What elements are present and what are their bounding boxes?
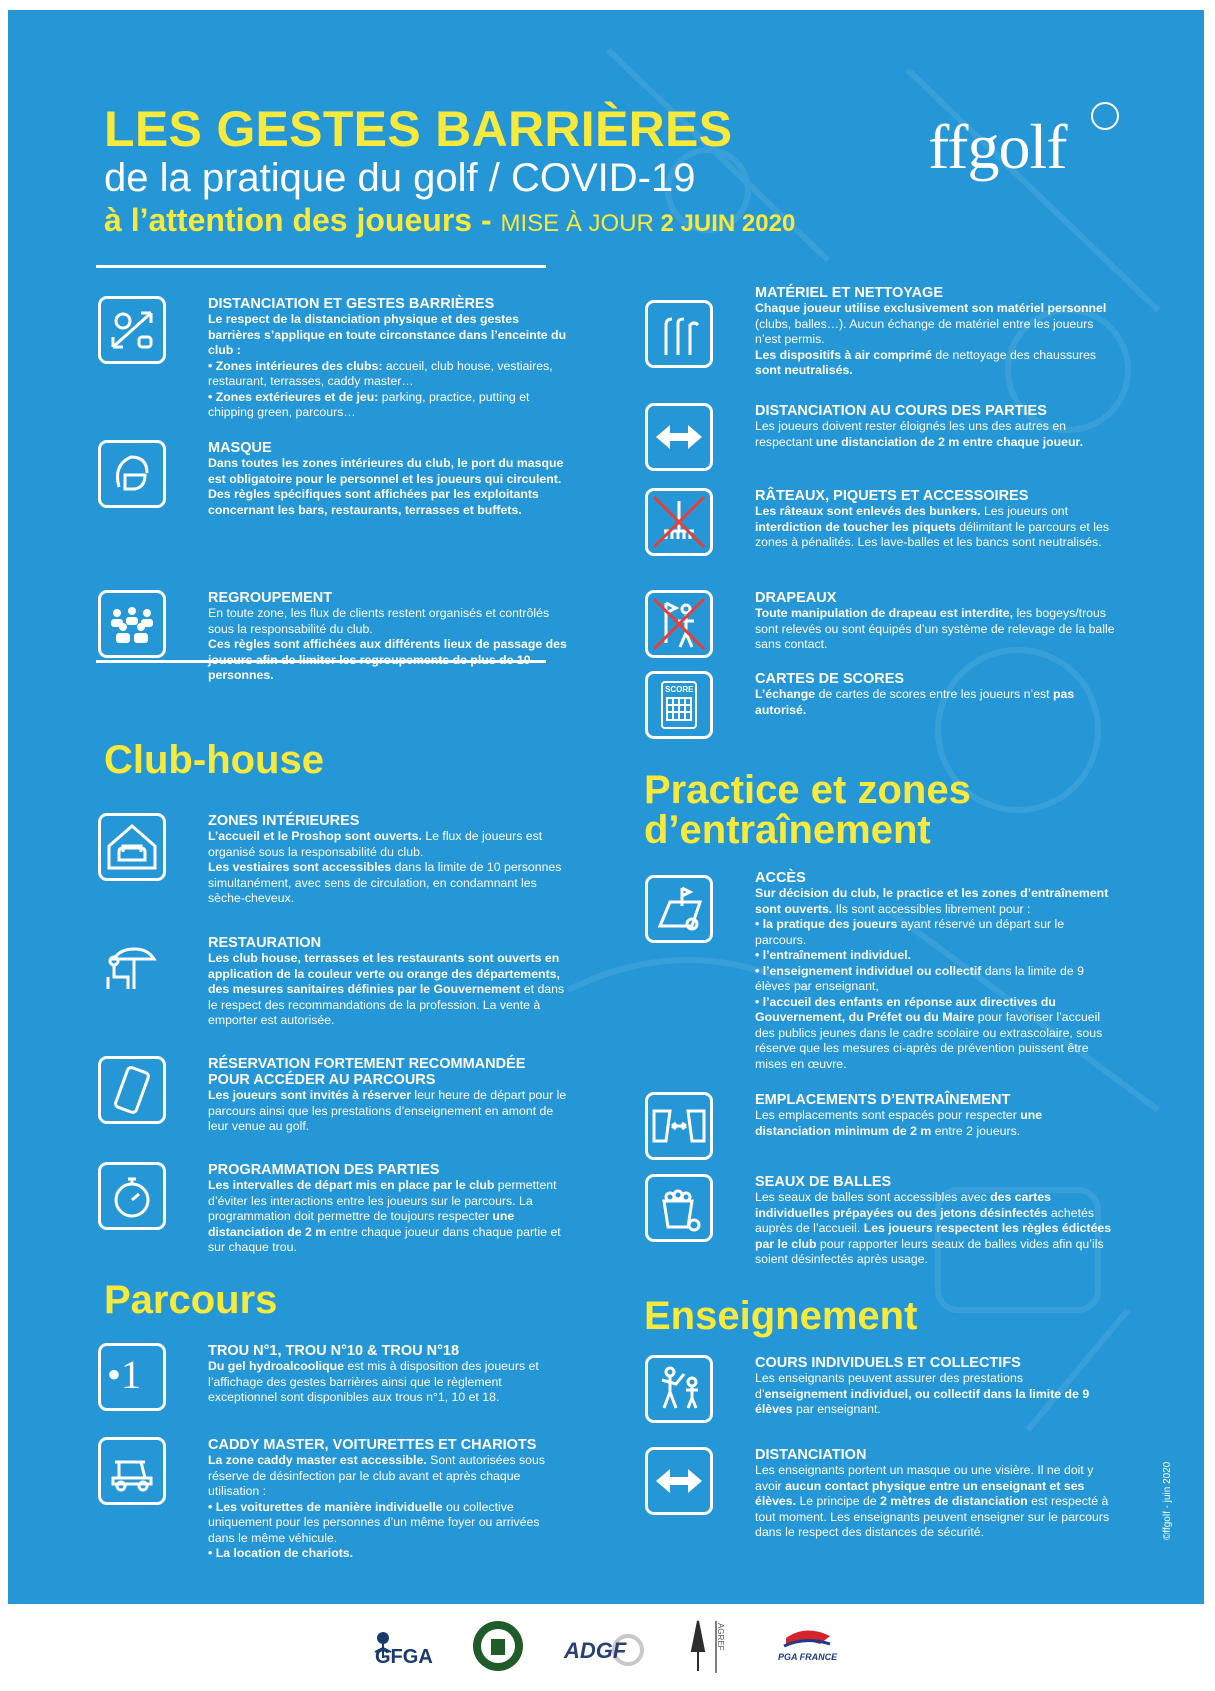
item-bold: Les joueurs sont invités à réserver (208, 1088, 415, 1102)
item-bold: Les joueurs respectent les règles édictées par le club (755, 1221, 1112, 1251)
poster (8, 10, 1204, 1604)
item-text (755, 488, 1115, 551)
item-para: entre chaque joueur dans chaque partie et sur chaque trou. (208, 1224, 561, 1254)
rooster-emblem-icon (1091, 102, 1119, 130)
item-title: RÂTEAUX, PIQUETS ET ACCESSOIRES (755, 488, 1029, 504)
gfga-logo-text: GFGA (375, 1646, 433, 1668)
item-para: Les enseignants portent un masque ou une visière. Il ne doit y avoir (755, 1463, 1094, 1493)
item-text (208, 590, 568, 684)
item-bold: 2 mètres de distanciation (880, 1494, 1032, 1508)
item-bold: pas autorisé. (755, 687, 1075, 717)
item-bold: des cartes individuelles prépayées ou des jetons désinfectés (755, 1190, 1051, 1220)
golf-lesson-icon (645, 1355, 713, 1423)
section-practice-line1: Practice et zones (644, 768, 971, 812)
item-para: de cartes de scores entre les joueurs n’est (818, 687, 1054, 701)
item-para: entre 2 joueurs. (934, 1123, 1021, 1138)
item-text (755, 1355, 1115, 1418)
item-bold: La zone caddy master est accessible. (208, 1453, 431, 1467)
bullet-text: ayant réservé un départ sur le parcours. (755, 917, 1065, 947)
item-text (755, 590, 1115, 653)
section-enseignement: Enseignement (644, 1294, 918, 1338)
bullet-text: dans la limite de 9 élèves par enseignant, (755, 963, 1084, 993)
item-para-bold: Ces règles sont affichées aux différents lieux de passage des joueurs afin de limiter les regroupements de plus de 10 personnes. (208, 637, 567, 682)
hole-number-label: •1 (107, 1352, 142, 1397)
item-bold: sont neutralisés. (755, 363, 853, 377)
item-text (755, 1092, 1115, 1139)
item-bold: Les vestiaires sont accessibles (208, 860, 395, 874)
poster-audience (104, 202, 795, 239)
hole-number-icon (98, 1343, 166, 1411)
update-date: 2 JUIN 2020 (660, 210, 796, 237)
bullet-bold: • la pratique des joueurs (755, 917, 901, 931)
bullet-text: pour favoriser l’accueil des publics jeunes dans le cadre scolaire ou extrascolaire, sous réserve que les mesures ci-après de prévention puissent être mises en œuvre. (755, 1010, 1103, 1071)
no-rake-icon (645, 488, 713, 556)
scorecard-label: SCORE (665, 685, 694, 694)
practice-bays-icon (645, 1092, 713, 1160)
pga-france-logo-text: PGA FRANCE (778, 1652, 838, 1662)
item-para: Les emplacements sont espacés pour respecter (755, 1108, 1021, 1122)
item-title: REGROUPEMENT (208, 590, 333, 606)
item-para: de nettoyage des chaussures (935, 347, 1097, 362)
bullet-bold: • l’enseignement individuel ou collectif (755, 963, 985, 978)
item-para: pour rapporter leurs seaux de balles vides afin qu’ils soient désinfectés après usage. (755, 1236, 1104, 1266)
golf-cart-icon (98, 1437, 166, 1505)
bullet-bold: • La location de chariots. (208, 1546, 354, 1560)
adgf-logo-text: ADGF (564, 1638, 627, 1663)
poster-title: LES GESTES BARRIÈRES (104, 101, 733, 157)
item-title: EMPLACEMENTS D’ENTRAÎNEMENT (755, 1092, 1011, 1108)
item-para: délimitant le parcours et les zones à pénalités. Les lave-balles et les bancs sont neutralisés. (755, 519, 1109, 549)
bullet-bold: • l’entraînement individuel. (755, 948, 911, 962)
item-para: Le principe de (799, 1494, 881, 1508)
item-para: Le respect de la distanciation physique et des gestes barrières s’applique en toute circonstance dans l’enceinte du club : (208, 312, 567, 357)
item-title: ACCÈS (755, 870, 806, 886)
item-para: les bogeys/trous sont relevés ou sont équipés d’un système de relevage de la balle sans contact. (755, 606, 1115, 651)
item-para: par enseignant. (796, 1402, 881, 1416)
bullet-bold: • l’accueil des enfants en réponse aux directives du Gouvernement, du Préfet ou du Maire (755, 994, 1056, 1024)
item-para: dans la limite de 10 personnes simultanément, avec sens de circulation, en condamnant les sèche-cheveux. (208, 860, 562, 905)
item-para: Les joueurs ont (983, 504, 1069, 518)
update-info (501, 210, 796, 237)
restaurant-terrace-icon (98, 935, 166, 1003)
divider (96, 265, 546, 268)
item-bold: Les râteaux sont enlevés des bunkers. (755, 504, 984, 518)
item-title: ZONES INTÉRIEURES (208, 813, 360, 829)
item-text (755, 285, 1115, 379)
item-title: SEAUX DE BALLES (755, 1174, 892, 1190)
subtitle-covid: COVID-19 (510, 156, 696, 200)
item-title: RÉSERVATION FORTEMENT RECOMMANDÉE POUR ACCÉDER AU PARCOURS (208, 1056, 526, 1088)
item-para: Les seaux de balles sont accessibles avec (755, 1190, 991, 1204)
section-parcours: Parcours (104, 1278, 278, 1322)
bullet-bold: • Zones intérieures des clubs: (208, 358, 386, 373)
no-flag-icon (645, 590, 713, 658)
stopwatch-icon (98, 1162, 166, 1230)
item-para: (clubs, balles…). Aucun échange de matériel entre les joueurs n’est permis. (755, 316, 1094, 346)
item-bold: une distanciation minimum de 2 m (755, 1108, 1043, 1138)
audience-text: à l’attention des joueurs - (104, 202, 501, 238)
agref-logo-text: AGREF (716, 1623, 725, 1651)
item-text (208, 1056, 568, 1135)
item-bold: Chaque joueur utilise exclusivement son matériel personnel (755, 301, 1107, 315)
item-para: Le flux de joueurs est organisé sous la responsabilité du club. (208, 829, 543, 859)
item-para: et dans le respect des recommandations de la profession. La vente à emporter est autorisée. (208, 982, 565, 1027)
ball-bucket-icon (645, 1174, 713, 1242)
item-text (755, 1174, 1115, 1268)
item-text (208, 1343, 568, 1406)
distancing-mask-icon (98, 296, 166, 364)
update-label: MISE À JOUR (500, 210, 661, 237)
face-mask-icon (98, 440, 166, 508)
item-text (208, 935, 568, 1029)
bullet-text: parking, practice, putting et chipping green, parcours… (208, 389, 530, 419)
item-para: Ils sont accessibles librement pour : (835, 901, 1031, 916)
driving-range-icon (645, 875, 713, 943)
item-para: Dans toutes les zones intérieures du club, le port du masque est obligatoire pour le personnel et les joueurs qui circulent. Des règles spécifiques sont affichées par les exploitants concernant les bars, restaurants, terrasses et buffets. (208, 456, 564, 517)
ffgolf-logo: ffgolf (928, 111, 1067, 182)
item-bold: Les club house, terrasses et les restaurants sont ouverts en application de la couleur verte ou orange des départements, des mesures sanitaires définies par le Gouvernement (208, 951, 560, 996)
item-para: Les enseignants peuvent assurer des prestations d’ (755, 1371, 1023, 1401)
golf-clubs-icon (645, 300, 713, 368)
item-text (208, 813, 568, 907)
item-bold: enseignement individuel, ou collectif dans la limite de 9 élèves (755, 1386, 1090, 1416)
item-title: DISTANCIATION AU COURS DES PARTIES (755, 403, 1047, 419)
association-seal-logo (472, 1617, 524, 1680)
item-bold: Les dispositifs à air comprimé (755, 347, 936, 362)
house-armchair-icon (98, 813, 166, 881)
item-para: permettent d’éviter les interactions entre les joueurs sur le parcours. La programmation doit permettre de toujours respecter (208, 1178, 557, 1223)
item-text (208, 1162, 568, 1256)
item-bold: Du gel hydroalcoolique (208, 1359, 348, 1373)
item-title: MASQUE (208, 440, 272, 456)
item-para: Sont autorisées sous réserve de désinfection par le club avant et après chaque utilisation : (208, 1453, 545, 1498)
bullet-bold: • Les voiturettes de manière individuelle (208, 1499, 447, 1514)
item-bold: Sur décision du club, le practice et les zones d’entraînement sont ouverts. (755, 886, 1109, 916)
item-para: est respecté à tout moment. Les enseignants peuvent enseigner sur le parcours dans le respect des distances de sécurité. (755, 1494, 1110, 1539)
item-para: En toute zone, les flux de clients restent organisés et contrôlés sous la responsabilité du club. (208, 606, 550, 636)
item-bold: une distanciation de 2 m (208, 1209, 515, 1239)
adgf-logo (560, 1630, 650, 1675)
item-title: PROGRAMMATION DES PARTIES (208, 1162, 440, 1178)
item-text (755, 403, 1115, 450)
item-title: TROU N°1, TROU N°10 & TROU N°18 (208, 1343, 460, 1359)
bullet-text: ou collective uniquement pour les personnes d’un même foyer ou arrivées dans le même véhicule. (208, 1499, 540, 1545)
item-bold: Toute manipulation de drapeau est interdite, (755, 606, 1017, 620)
scorecard-icon (645, 671, 713, 739)
item-text (755, 671, 1115, 718)
bullet-bold: • Zones extérieures et de jeu: (208, 389, 382, 404)
item-bold: une distanciation de 2 m entre chaque joueur. (815, 434, 1084, 449)
item-text (755, 870, 1115, 1072)
item-title: MATÉRIEL ET NETTOYAGE (755, 285, 943, 301)
item-text (208, 440, 568, 518)
section-practice-line2: d’entraînement (644, 808, 931, 852)
item-title: RESTAURATION (208, 935, 322, 951)
item-text (208, 1437, 568, 1562)
section-clubhouse: Club-house (104, 738, 324, 782)
item-title: DRAPEAUX (755, 590, 837, 606)
item-para: Les joueurs doivent rester éloignés les uns des autres en respectant (755, 419, 1067, 449)
item-title: DISTANCIATION ET GESTES BARRIÈRES (208, 296, 495, 312)
item-bold: Les intervalles de départ mis en place par le club (208, 1178, 498, 1192)
bullet-text: accueil, club house, vestiaires, restaurant, terrasses, caddy master… (208, 358, 553, 388)
item-text (755, 1447, 1115, 1541)
item-text (208, 296, 568, 421)
item-para: est mis à disposition des joueurs et l’affichage des gestes barrières ainsi que le règlement exceptionnel sont disponibles aux trous n°1, 10 et 18. (208, 1359, 539, 1404)
item-title: DISTANCIATION (755, 1447, 867, 1463)
item-title: CADDY MASTER, VOITURETTES ET CHARIOTS (208, 1437, 537, 1453)
agref-logo (678, 1617, 738, 1682)
gfga-logo (365, 1622, 445, 1677)
poster-subtitle (104, 156, 695, 201)
item-para: achetés auprès de l’accueil. (755, 1205, 1094, 1235)
pga-france-logo (778, 1626, 848, 1681)
item-bold: interdiction de toucher les piquets (755, 519, 960, 534)
subtitle-text: de la pratique du golf / (104, 156, 511, 200)
double-arrow-icon (645, 1447, 713, 1515)
copyright-credit: ©ffgolf - juin 2020 (1162, 1461, 1173, 1540)
item-para: leur heure de départ pour le parcours ainsi que les prestations d’enseignement en amont de leur venue au golf. (208, 1088, 567, 1133)
smartphone-icon (98, 1056, 166, 1124)
item-bold: aucun contact physique entre un enseignant et ses élèves. (755, 1478, 1085, 1508)
group-people-icon (98, 590, 166, 658)
item-title: COURS INDIVIDUELS ET COLLECTIFS (755, 1355, 1021, 1371)
double-arrow-icon (645, 403, 713, 471)
item-bold: L’échange (755, 687, 819, 701)
item-title: CARTES DE SCORES (755, 671, 905, 687)
section-practice (644, 770, 971, 850)
item-bold: L’accueil et le Proshop sont ouverts. (208, 829, 426, 843)
